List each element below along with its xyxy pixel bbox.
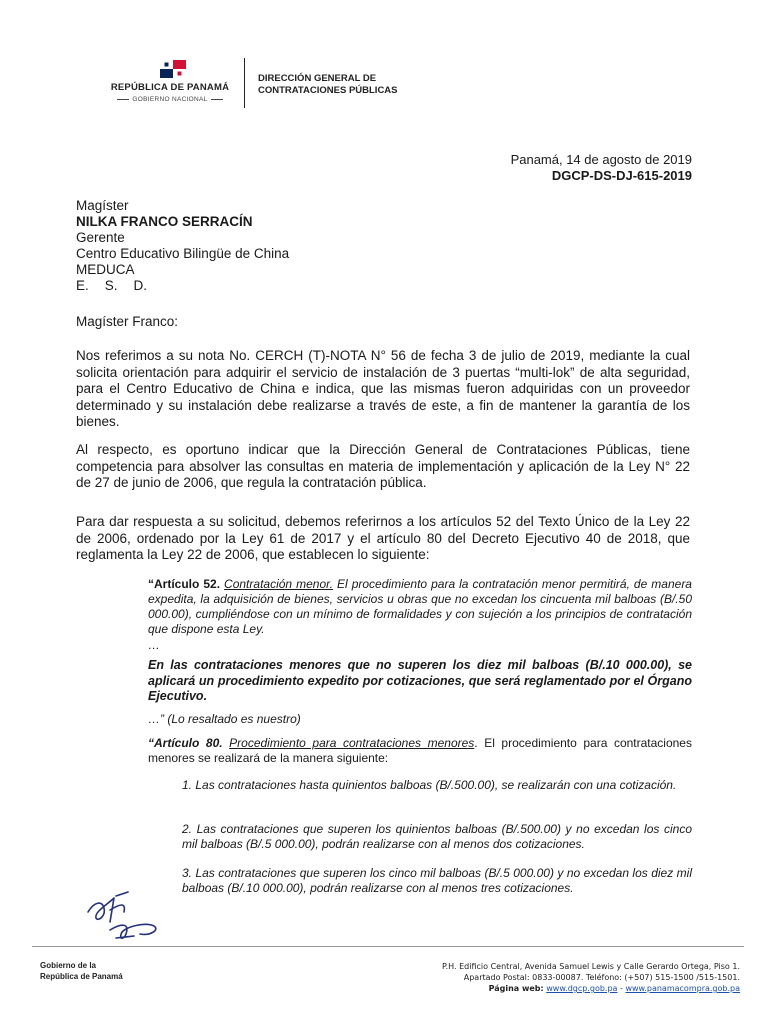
agency-line-2: CONTRATACIONES PÚBLICAS bbox=[258, 85, 398, 96]
header-divider bbox=[244, 58, 245, 108]
addressee-name: NILKA FRANCO SERRACÍN bbox=[76, 214, 253, 229]
art52-lead: “Artículo 52. bbox=[148, 577, 221, 591]
paragraph-2: Al respecto, es oportuno indicar que la Dirección General de Contrataciones Públicas, tiene competencia para absolver las consultas en materia de implementación y aplicación de la Ley N° 22 de 27 de junio de 2006, que regula la contratación pública. bbox=[76, 442, 690, 490]
addressee-title: Magíster bbox=[76, 198, 129, 213]
art52-heading: Contratación menor. bbox=[224, 577, 334, 591]
web-separator: - bbox=[617, 984, 626, 993]
paragraph-1: Nos referimos a su nota No. CERCH (T)-NOTA N° 56 de fecha 3 de julio de 2019, mediante la cual solicita orientación para adquirir el servicio de instalación de 3 puertas “multi-lok” de alta seguridad, para el Centro Educativo de China e indica, que las mismas fueron adquiridas con un proveedor determinado y su instalación debe realizarse a través de este, a fin de mantener la garantía de los bienes. bbox=[76, 348, 690, 429]
addressee-ministry: MEDUCA bbox=[76, 262, 135, 277]
addressee-block bbox=[76, 198, 289, 294]
signature bbox=[80, 882, 170, 950]
quote-article-52-bold: En las contrataciones menores que no superen los diez mil balboas (B/.10 000.00), se aplicará un procedimiento expedito por cotizaciones, que será reglamentado por el Órgano Ejecutivo. bbox=[148, 658, 692, 703]
reference-number: DGCP-DS-DJ-615-2019 bbox=[551, 168, 692, 183]
quote-article-80 bbox=[148, 736, 692, 766]
panama-flag-icon bbox=[160, 60, 186, 78]
addressee-institution: Centro Educativo Bilingüe de China bbox=[76, 246, 290, 261]
list-item: 2. Las contrataciones que superen los quinientos balboas (B/.500.00) y no excedan los cinco mil balboas (B/.5 000.00), podrán realizarse con al menos dos cotizaciones. bbox=[182, 822, 692, 851]
footer-phone: Apartado Postal: 0833-00087. Teléfono: (+507) 515-1500 /515-1501. bbox=[463, 973, 740, 982]
esd-e: E. bbox=[76, 278, 89, 293]
ellipsis: … bbox=[148, 638, 160, 652]
republic-name: REPÚBLICA DE PANAMÁ bbox=[110, 82, 230, 93]
web-label: Página web: bbox=[488, 984, 544, 993]
esd-s: S. bbox=[104, 278, 118, 293]
government-label bbox=[100, 96, 240, 103]
government-logo bbox=[100, 58, 240, 110]
footer-government bbox=[40, 960, 123, 982]
link-panamacompra[interactable]: www.panamacompra.gob.pa bbox=[625, 984, 740, 993]
art80-text: . El procedimiento para contrataciones menores se realizará de la manera siguiente: bbox=[148, 736, 692, 765]
paragraph-3: Para dar respuesta a su solicitud, debemos referirnos a los artículos 52 del Texto Único de la Ley 22 de 2006, ordenado por la Ley 61 de 2017 y el artículo 80 del Decreto Ejecutivo 40 de 2018, que reglamenta la Ley 22 de 2006, que establecen lo siguiente: bbox=[76, 514, 690, 562]
emphasis-note: …” (Lo resaltado es nuestro) bbox=[148, 712, 301, 726]
agency-line-1: DIRECCIÓN GENERAL DE bbox=[258, 73, 377, 84]
greeting: Magíster Franco: bbox=[76, 314, 179, 329]
footer-address: P.H. Edificio Central, Avenida Samuel Lewis y Calle Gerardo Ortega, Piso 1. bbox=[442, 962, 740, 971]
footer-left-line-1: Gobierno de la bbox=[40, 961, 97, 970]
government-label-text: GOBIERNO NACIONAL bbox=[132, 96, 208, 103]
esd-d: D. bbox=[133, 278, 148, 293]
place-date: Panamá, 14 de agosto de 2019 bbox=[510, 152, 692, 167]
footer-contact bbox=[442, 961, 740, 994]
quote-article-52 bbox=[148, 577, 692, 637]
footer-rule bbox=[32, 946, 744, 947]
art80-heading: Procedimiento para contrataciones menores bbox=[229, 736, 475, 750]
art52-text: El procedimiento para la contratación menor permitirá, de manera expedita, la adquisición de bienes, servicios u obras que no excedan los cincuenta mil balboas (B/.50 000.00), cumpliéndose con un mínimo de formalidades y con sujeción a los principios de contratación que dispone esta Ley. bbox=[148, 577, 692, 636]
footer-web bbox=[442, 983, 740, 994]
art80-lead: “Artículo 80. bbox=[148, 736, 223, 750]
footer-left-line-2: República de Panamá bbox=[40, 972, 123, 981]
addressee-position: Gerente bbox=[76, 230, 125, 245]
agency-name bbox=[258, 73, 398, 97]
list-item: 3. Las contrataciones que superen los cinco mil balboas (B/.5 000.00) y no excedan los diez mil balboas (B/.10 000.00), podrán realizarse con al menos tres cotizaciones. bbox=[182, 866, 692, 895]
addressee-esd bbox=[76, 278, 289, 294]
link-dgcp[interactable]: www.dgcp.gob.pa bbox=[546, 984, 618, 993]
list-item: 1. Las contrataciones hasta quinientos balboas (B/.500.00), se realizarán con una cotización. bbox=[182, 778, 677, 792]
